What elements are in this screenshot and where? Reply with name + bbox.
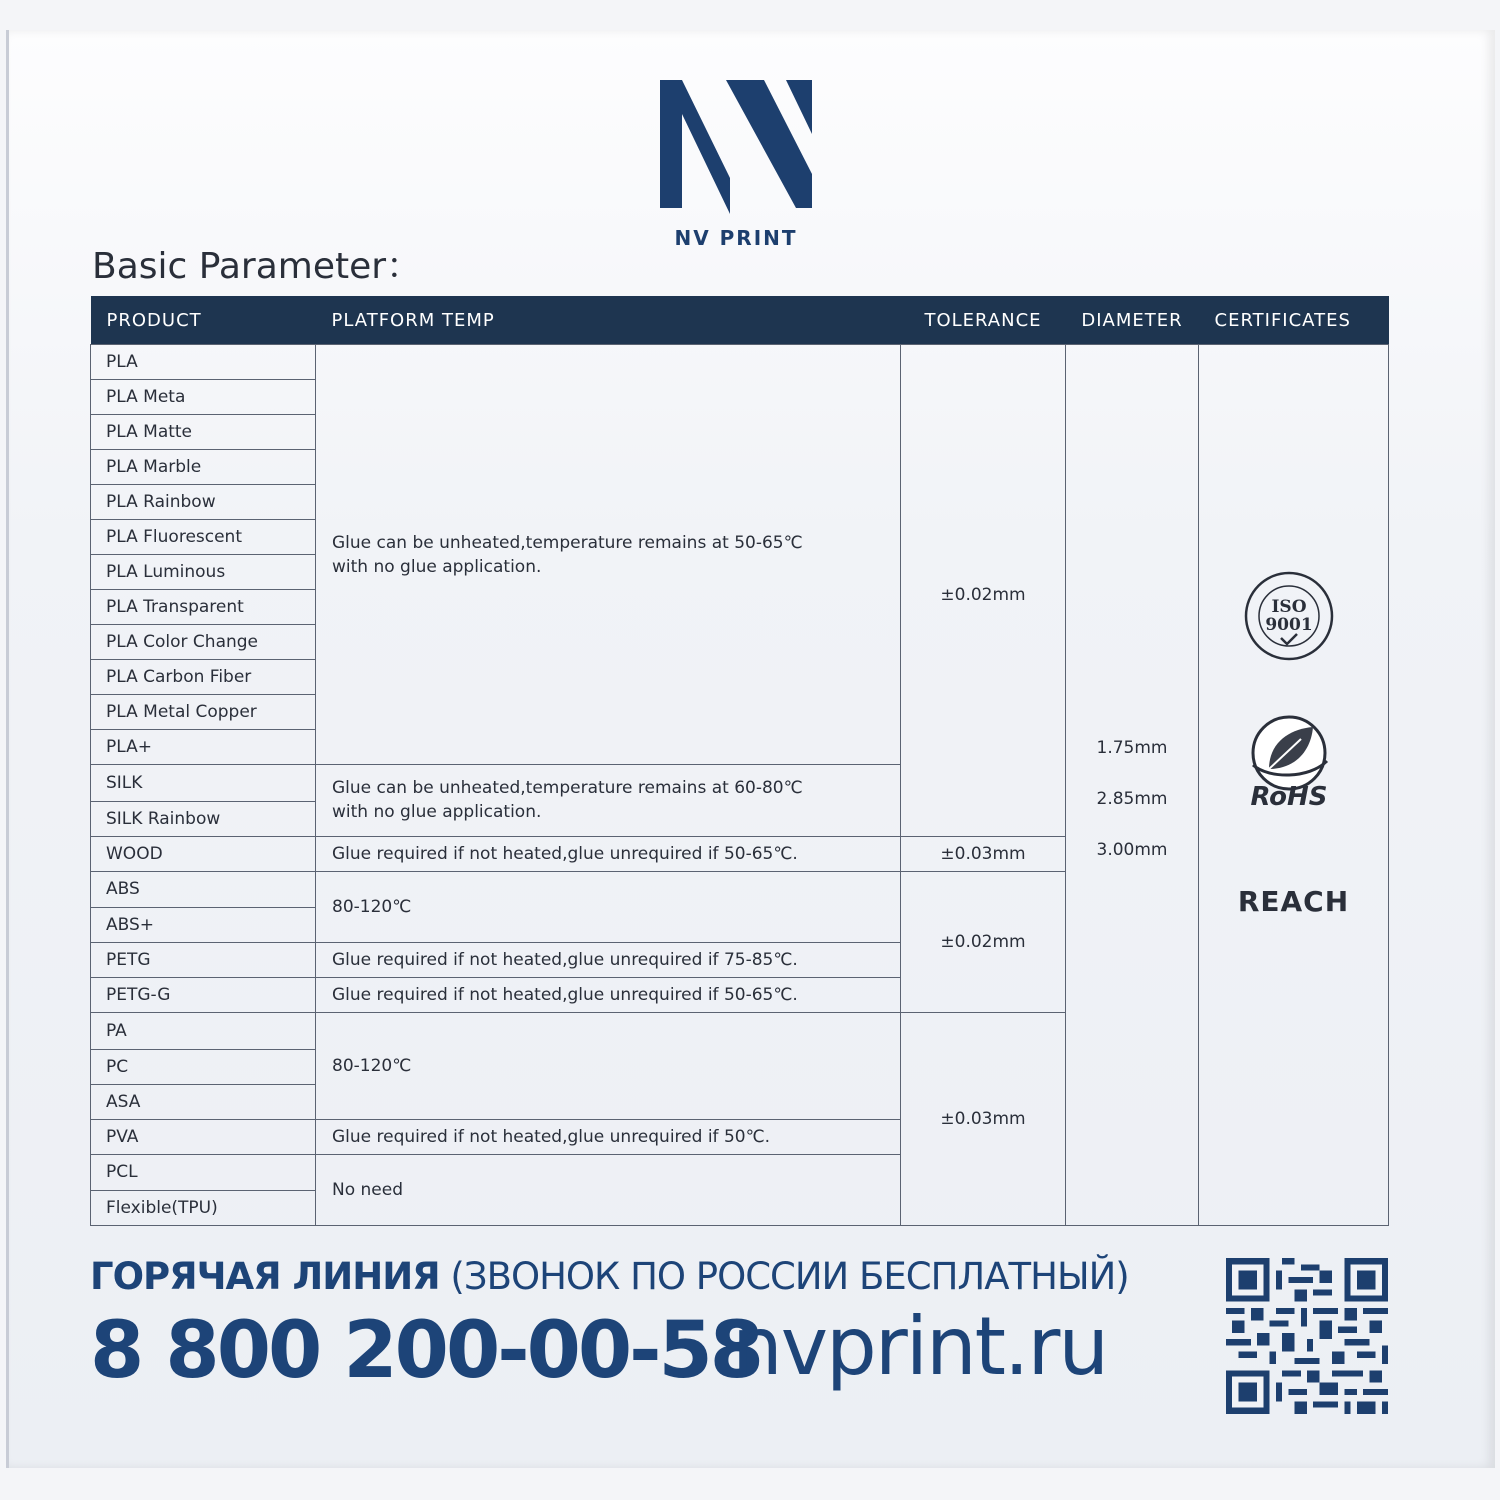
product-cell: PLA Luminous xyxy=(91,555,316,590)
product-cell: PLA Matte xyxy=(91,415,316,450)
tolerance-cell: ±0.03mm xyxy=(901,836,1066,871)
product-cell: PLA Carbon Fiber xyxy=(91,660,316,695)
product-cell: ABS xyxy=(91,871,316,908)
platform-temp-cell: Glue can be unheated,temperature remains at 60-80℃ with no glue application. xyxy=(316,765,901,837)
certificates-cell xyxy=(1199,345,1389,1226)
platform-temp-cell: Glue required if not heated,glue unrequired if 50-65℃. xyxy=(316,978,901,1013)
iso-9001-icon xyxy=(1243,570,1335,662)
product-cell: PLA Transparent xyxy=(91,590,316,625)
product-cell: PLA Meta xyxy=(91,380,316,415)
product-cell: PLA Fluorescent xyxy=(91,520,316,555)
header-certificates: CERTIFICATES xyxy=(1199,296,1389,345)
hotline-title: ГОРЯЧАЯ ЛИНИЯ xyxy=(90,1255,440,1298)
product-cell: ASA xyxy=(91,1084,316,1119)
product-cell: PLA+ xyxy=(91,730,316,765)
header-platform-temp: PLATFORM TEMP xyxy=(316,296,901,345)
product-cell: PC xyxy=(91,1049,316,1084)
diameter-cell xyxy=(1066,345,1199,1226)
product-cell: ABS+ xyxy=(91,908,316,943)
platform-temp-cell: 80-120℃ xyxy=(316,871,901,943)
page-heading: Basic Parameter： xyxy=(92,246,423,287)
platform-temp-cell: Glue required if not heated,glue unrequired if 50-65℃. xyxy=(316,836,901,871)
tolerance-cell: ±0.02mm xyxy=(901,345,1066,837)
qr-code-icon xyxy=(1226,1258,1388,1414)
hotline-subtitle: (ЗВОНОК ПО РОССИИ БЕСПЛАТНЫЙ) xyxy=(439,1255,1129,1298)
table-row xyxy=(91,345,1389,380)
platform-temp-cell: 80-120℃ xyxy=(316,1013,901,1120)
product-cell: PVA xyxy=(91,1119,316,1154)
table-header-row xyxy=(91,296,1389,345)
phone-number: 8 800 200-00-58 xyxy=(90,1306,762,1396)
diameter-value: 3.00mm xyxy=(1096,840,1168,860)
svg-text:9001: 9001 xyxy=(1265,615,1313,635)
website-link[interactable]: nvprint.ru xyxy=(732,1300,1108,1393)
product-cell: Flexible(TPU) xyxy=(91,1191,316,1226)
product-cell: PLA Marble xyxy=(91,450,316,485)
header-diameter: DIAMETER xyxy=(1066,296,1199,345)
product-cell: PETG xyxy=(91,943,316,978)
tolerance-cell: ±0.02mm xyxy=(901,871,1066,1013)
product-cell: PA xyxy=(91,1013,316,1050)
product-cell: PCL xyxy=(91,1154,316,1191)
diameter-value: 2.85mm xyxy=(1096,789,1168,809)
parameters-table xyxy=(90,296,1389,1226)
hotline-label xyxy=(90,1255,1129,1298)
product-cell: PLA xyxy=(91,345,316,380)
header-tolerance: TOLERANCE xyxy=(901,296,1066,345)
rohs-icon xyxy=(1239,713,1339,809)
svg-text:RoHS: RoHS xyxy=(1250,782,1328,809)
product-cell: PLA Rainbow xyxy=(91,485,316,520)
brand-name: NV PRINT xyxy=(674,226,798,250)
header-product: PRODUCT xyxy=(91,296,316,345)
product-cell: PLA Color Change xyxy=(91,625,316,660)
product-cell: PLA Metal Copper xyxy=(91,695,316,730)
product-cell: WOOD xyxy=(91,836,316,871)
product-cell: PETG-G xyxy=(91,978,316,1013)
platform-temp-cell: Glue can be unheated,temperature remains at 50-65℃ with no glue application. xyxy=(316,345,901,765)
diameter-value: 1.75mm xyxy=(1096,738,1168,758)
platform-temp-cell: No need xyxy=(316,1154,901,1226)
tolerance-cell: ±0.03mm xyxy=(901,1013,1066,1226)
product-cell: SILK Rainbow xyxy=(91,801,316,836)
svg-text:ISO: ISO xyxy=(1271,597,1307,617)
platform-temp-cell: Glue required if not heated,glue unrequired if 75-85℃. xyxy=(316,943,901,978)
product-cell: SILK xyxy=(91,765,316,802)
reach-label: REACH xyxy=(1237,885,1350,918)
platform-temp-cell: Glue required if not heated,glue unrequired if 50℃. xyxy=(316,1119,901,1154)
